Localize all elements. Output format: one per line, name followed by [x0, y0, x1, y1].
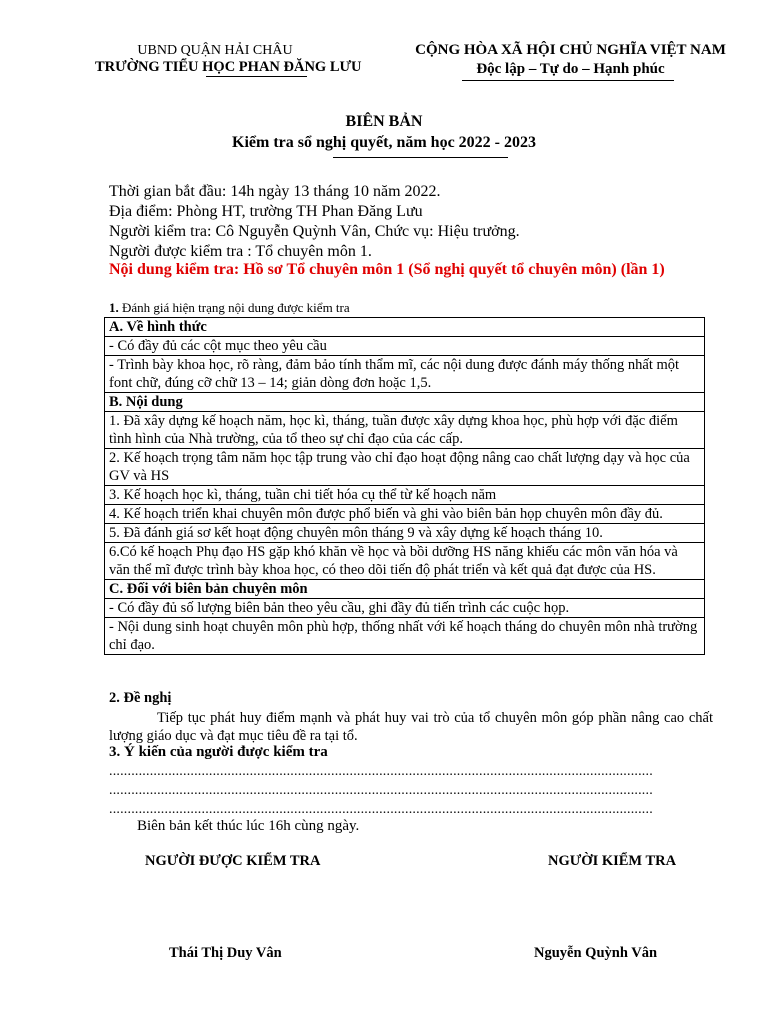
location: Địa điểm: Phòng HT, trường TH Phan Đăng Lưu [109, 203, 423, 220]
closing-statement: Biên bản kết thúc lúc 16h cùng ngày. [137, 818, 360, 834]
table-row [105, 356, 705, 393]
country-name: CỘNG HÒA XÃ HỘI CHỦ NGHĨA VIỆT NAM [415, 42, 726, 58]
section-3-title: 3. Ý kiến của người được kiểm tra [109, 744, 328, 760]
section-2-title: 2. Đề nghị [109, 690, 172, 706]
inspection-content: Nội dung kiểm tra: Hồ sơ Tổ chuyên môn 1 (Sổ nghị quyết tổ chuyên môn) (lần 1) [109, 261, 665, 278]
section-1-title: Đánh giá hiện trạng nội dung được kiểm tra [122, 300, 350, 315]
district-name: UBND QUẬN HẢI CHÂU [137, 43, 293, 58]
table-row [105, 543, 705, 580]
section-1-heading [109, 300, 350, 316]
table-section-heading [105, 393, 705, 412]
left-signature-role: NGƯỜI ĐƯỢC KIỂM TRA [145, 853, 321, 869]
title-underline [333, 157, 508, 158]
table-cell: B. Nội dung [105, 393, 705, 412]
document-title: BIÊN BẢN [345, 113, 423, 130]
table-cell: - Nội dung sinh hoạt chuyên môn phù hợp, thống nhất với kế hoạch tháng do chuyên môn nhà trường chỉ đạo. [105, 618, 705, 655]
table-cell: C. Đối với biên bản chuyên môn [105, 580, 705, 599]
table-row [105, 524, 705, 543]
school-name: TRƯỜNG TIỂU HỌC PHAN ĐĂNG LƯU [95, 59, 362, 75]
table-cell: 2. Kế hoạch trọng tâm năm học tập trung vào chỉ đạo hoạt động nâng cao chất lượng dạy và học của GV và HS [105, 449, 705, 486]
document-subtitle: Kiểm tra sổ nghị quyết, năm học 2022 - 2023 [232, 134, 536, 151]
table-row [105, 337, 705, 356]
school-underline [206, 76, 307, 77]
table-cell: 6.Có kế hoạch Phụ đạo HS gặp khó khăn về học và bồi dưỡng HS năng khiếu các môn văn hóa và văn thể mĩ được trình bày khoa học, có theo dõi tiến độ phát triển và kết quả đạt được của HS. [105, 543, 705, 580]
table-cell: - Trình bày khoa học, rõ ràng, đảm bảo tính thẩm mĩ, các nội dung được đánh máy thống nhất một font chữ, đúng cỡ chữ 13 – 14; giản dòng đơn hoặc 1,5. [105, 356, 705, 393]
comment-line-2: ................................................................................................................................................... [109, 783, 653, 798]
table-cell: 3. Kế hoạch học kì, tháng, tuần chi tiết hóa cụ thể từ kế hoạch năm [105, 486, 705, 505]
inspected-party: Người được kiểm tra : Tổ chuyên môn 1. [109, 243, 372, 260]
table-section-heading [105, 318, 705, 337]
table-row [105, 449, 705, 486]
table-row [105, 486, 705, 505]
motto-underline [462, 80, 674, 81]
table-row [105, 412, 705, 449]
section-1-number: 1. [109, 300, 119, 315]
table-cell: - Có đầy đủ số lượng biên bản theo yêu cầu, ghi đầy đủ tiến trình các cuộc họp. [105, 599, 705, 618]
evaluation-table [104, 317, 705, 655]
table-cell: 1. Đã xây dựng kế hoạch năm, học kì, tháng, tuần được xây dựng khoa học, phù hợp với đặc điểm tình hình của Nhà trường, của tổ theo sự chỉ đạo của các cấp. [105, 412, 705, 449]
table-cell: 4. Kế hoạch triển khai chuyên môn được phổ biến và ghi vào biên bản họp chuyên môn đầy đủ. [105, 505, 705, 524]
table-row [105, 505, 705, 524]
right-signature-name: Nguyễn Quỳnh Vân [534, 945, 658, 961]
start-time: Thời gian bắt đầu: 14h ngày 13 tháng 10 năm 2022. [109, 183, 441, 200]
table-row [105, 618, 705, 655]
table-section-heading [105, 580, 705, 599]
left-signature-name: Thái Thị Duy Vân [169, 945, 282, 961]
comment-line-3: ................................................................................................................................................... [109, 802, 653, 817]
right-signature-role: NGƯỜI KIỂM TRA [548, 853, 677, 869]
inspector: Người kiểm tra: Cô Nguyễn Quỳnh Vân, Chức vụ: Hiệu trưởng. [109, 223, 520, 240]
table-cell: 5. Đã đánh giá sơ kết hoạt động chuyên môn tháng 9 và xây dựng kế hoạch tháng 10. [105, 524, 705, 543]
comment-line-1: ................................................................................................................................................... [109, 764, 653, 779]
table-cell: - Có đầy đủ các cột mục theo yêu cầu [105, 337, 705, 356]
motto: Độc lập – Tự do – Hạnh phúc [476, 61, 665, 77]
table-row [105, 599, 705, 618]
recommendation-text: Tiếp tục phát huy điểm mạnh và phát huy vai trò của tổ chuyên môn góp phần nâng cao chất lượng giáo dục và đạt mục tiêu đề ra tại tổ. [109, 710, 713, 744]
table-cell: A. Về hình thức [105, 318, 705, 337]
